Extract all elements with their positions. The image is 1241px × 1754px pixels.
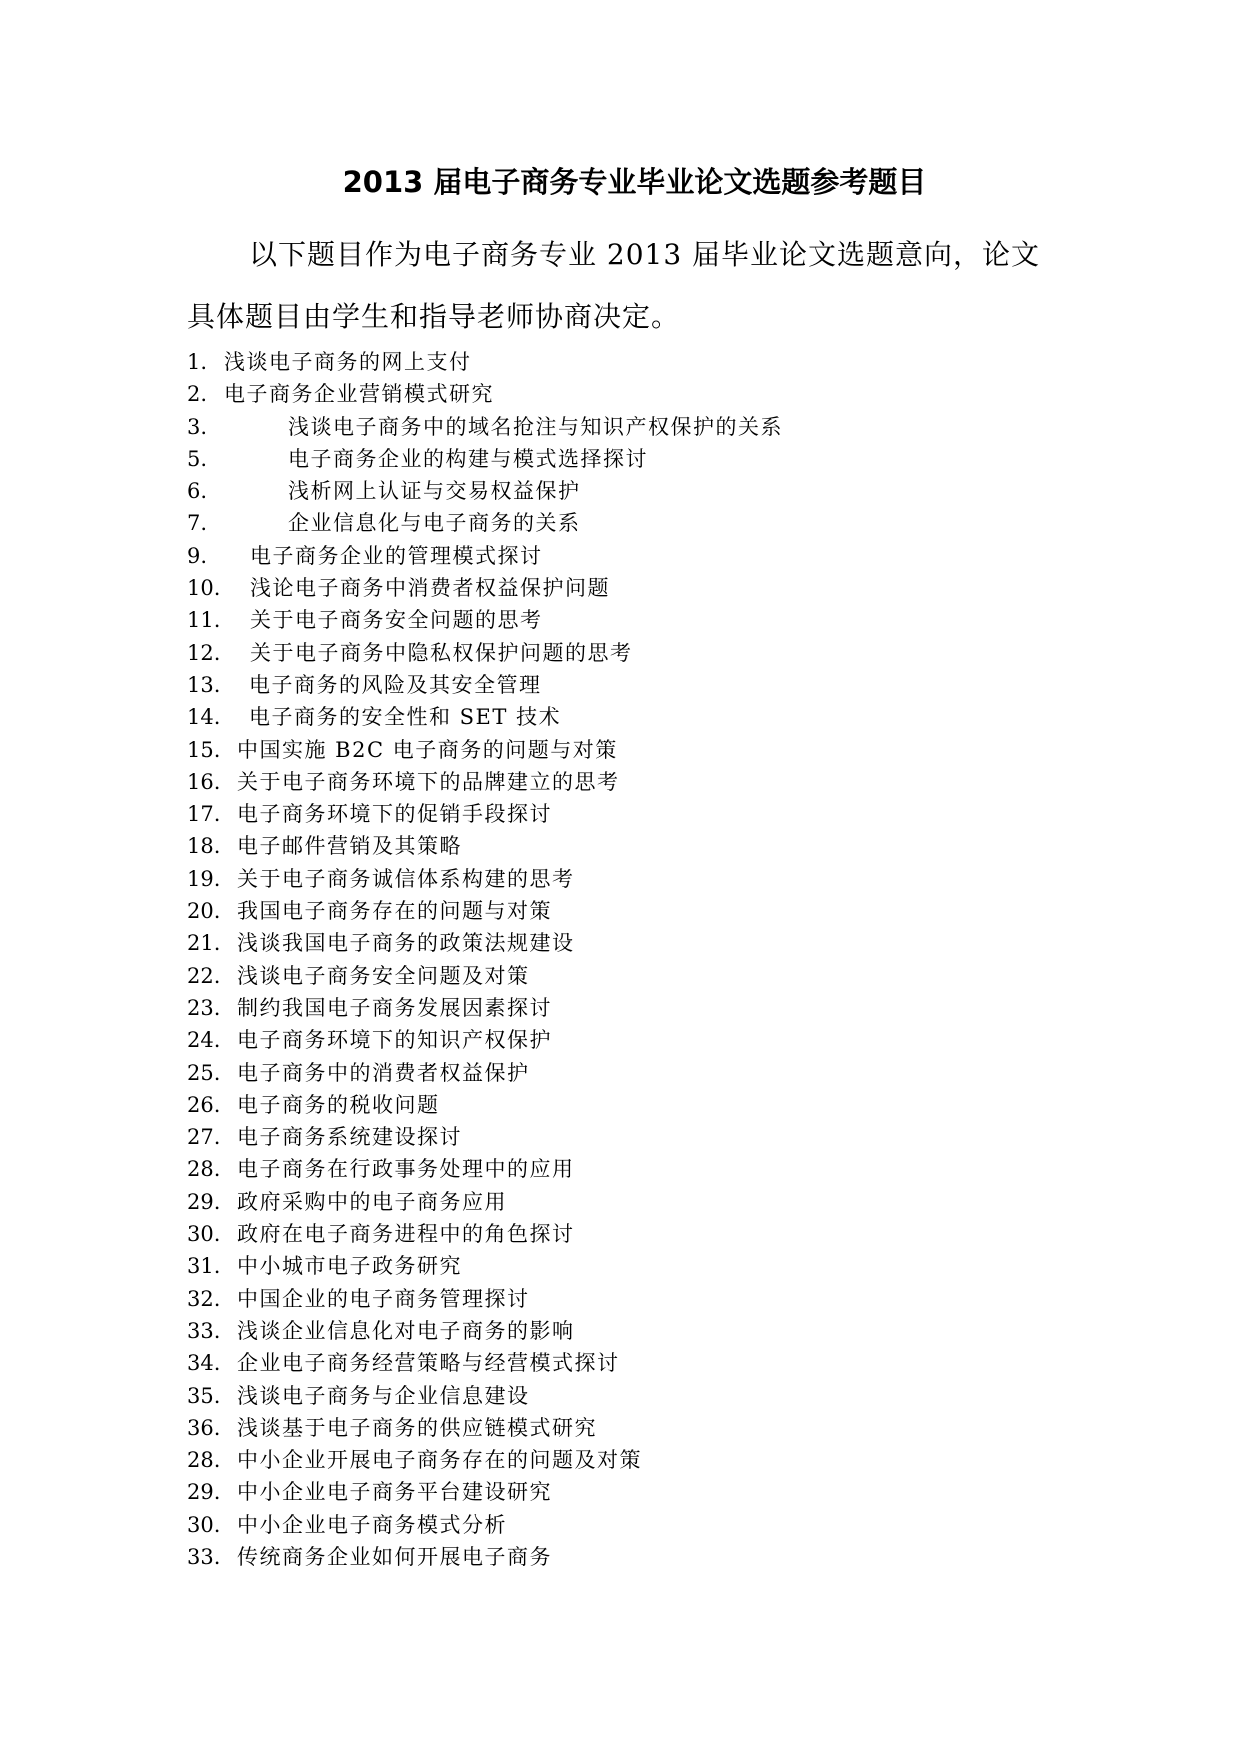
topic-item — [187, 540, 1087, 572]
topic-number: 5. — [187, 446, 208, 471]
topic-title: 中小城市电子政务研究 — [237, 1254, 462, 1279]
topic-item — [187, 766, 1087, 798]
topic-number: 16. — [187, 769, 221, 794]
topic-number: 26. — [187, 1092, 221, 1117]
topic-title: 电子商务的安全性和 SET 技术 — [249, 705, 562, 730]
topic-item — [187, 507, 1087, 539]
topic-item — [187, 572, 1087, 604]
topic-title: 电子邮件营销及其策略 — [237, 834, 462, 859]
topic-number: 11. — [187, 608, 221, 633]
topic-number: 33. — [187, 1318, 221, 1343]
topic-title: 电子商务企业的管理模式探讨 — [250, 543, 543, 568]
topic-title: 浅谈基于电子商务的供应链模式研究 — [237, 1415, 597, 1440]
topic-item — [187, 1541, 1087, 1573]
topic-number: 21. — [187, 931, 221, 956]
topic-number: 29. — [187, 1189, 221, 1214]
topic-title: 中小企业开展电子商务存在的问题及对策 — [237, 1448, 642, 1473]
topic-item — [187, 1444, 1087, 1476]
topic-item — [187, 1250, 1087, 1282]
topic-number: 2. — [187, 382, 208, 407]
document-title: 2013 届电子商务专业毕业论文选题参考题目 — [342, 165, 927, 199]
topic-title: 浅谈企业信息化对电子商务的影响 — [237, 1318, 575, 1343]
intro-paragraph: 以下题目作为电子商务专业 2013 届毕业论文选题意向，论文具体题目由学生和指导老师协商决定。 — [187, 238, 1041, 333]
topic-item — [187, 1057, 1087, 1089]
topic-title: 电子商务系统建设探讨 — [237, 1125, 462, 1150]
topic-number: 33. — [187, 1544, 221, 1569]
topic-item — [187, 1089, 1087, 1121]
topic-title: 制约我国电子商务发展因素探讨 — [237, 995, 552, 1020]
topic-title: 政府在电子商务进程中的角色探讨 — [237, 1222, 575, 1247]
topic-item — [187, 992, 1087, 1024]
topic-title: 政府采购中的电子商务应用 — [237, 1189, 507, 1214]
topic-title: 电子商务的税收问题 — [237, 1092, 440, 1117]
topic-title: 中国实施 B2C 电子商务的问题与对策 — [237, 737, 618, 762]
topic-title: 企业信息化与电子商务的关系 — [288, 511, 581, 536]
topic-number: 6. — [187, 479, 208, 504]
topic-number: 34. — [187, 1351, 221, 1376]
topic-number: 7. — [187, 511, 208, 536]
topic-item — [187, 346, 1087, 378]
topic-item — [187, 798, 1087, 830]
topic-item — [187, 830, 1087, 862]
topic-number: 20. — [187, 899, 221, 924]
topic-title: 我国电子商务存在的问题与对策 — [237, 899, 552, 924]
topic-item — [187, 411, 1087, 443]
topic-item — [187, 701, 1087, 733]
topic-number: 14. — [187, 705, 221, 730]
topic-title: 电子商务环境下的促销手段探讨 — [237, 802, 552, 827]
topic-number: 17. — [187, 802, 221, 827]
topic-item — [187, 1283, 1087, 1315]
topic-number: 30. — [187, 1222, 221, 1247]
topic-number: 3. — [187, 414, 208, 439]
topic-number: 13. — [187, 672, 221, 697]
topic-item — [187, 669, 1087, 701]
topic-number: 32. — [187, 1286, 221, 1311]
topic-number: 24. — [187, 1028, 221, 1053]
topic-list — [187, 346, 1087, 1573]
topic-number: 23. — [187, 995, 221, 1020]
topic-title: 电子商务企业营销模式研究 — [224, 382, 494, 407]
topic-number: 29. — [187, 1480, 221, 1505]
topic-item — [187, 960, 1087, 992]
topic-item — [187, 637, 1087, 669]
topic-title: 企业电子商务经营策略与经营模式探讨 — [237, 1351, 620, 1376]
topic-title: 关于电子商务环境下的品牌建立的思考 — [237, 769, 620, 794]
topic-number: 12. — [187, 640, 221, 665]
topic-item — [187, 1412, 1087, 1444]
topic-title: 电子商务中的消费者权益保护 — [237, 1060, 530, 1085]
topic-item — [187, 895, 1087, 927]
topic-title: 电子商务企业的构建与模式选择探讨 — [288, 446, 648, 471]
topic-number: 15. — [187, 737, 221, 762]
topic-number: 18. — [187, 834, 221, 859]
topic-item — [187, 1218, 1087, 1250]
topic-title: 电子商务的风险及其安全管理 — [249, 672, 542, 697]
topic-item — [187, 863, 1087, 895]
topic-number: 36. — [187, 1415, 221, 1440]
topic-title: 电子商务在行政事务处理中的应用 — [237, 1157, 575, 1182]
topic-title: 关于电子商务中隐私权保护问题的思考 — [250, 640, 633, 665]
topic-item — [187, 1476, 1087, 1508]
topic-number: 10. — [187, 576, 221, 601]
topic-number: 28. — [187, 1448, 221, 1473]
topic-item — [187, 734, 1087, 766]
topic-item — [187, 1024, 1087, 1056]
topic-title: 浅谈电子商务的网上支付 — [224, 350, 472, 374]
topic-item — [187, 475, 1087, 507]
topic-title: 浅谈电子商务中的域名抢注与知识产权保护的关系 — [288, 414, 783, 439]
topic-number: 25. — [187, 1060, 221, 1085]
topic-title: 电子商务环境下的知识产权保护 — [237, 1028, 552, 1053]
topic-item — [187, 1509, 1087, 1541]
topic-number: 22. — [187, 963, 221, 988]
topic-item — [187, 1315, 1087, 1347]
topic-title: 关于电子商务诚信体系构建的思考 — [237, 866, 575, 891]
topic-number: 19. — [187, 866, 221, 891]
topic-item — [187, 927, 1087, 959]
topic-title: 浅谈电子商务安全问题及对策 — [237, 963, 530, 988]
topic-item — [187, 1380, 1087, 1412]
topic-item — [187, 1186, 1087, 1218]
topic-title: 中国企业的电子商务管理探讨 — [237, 1286, 530, 1311]
topic-title: 浅论电子商务中消费者权益保护问题 — [250, 576, 610, 601]
topic-number: 31. — [187, 1254, 221, 1279]
topic-item — [187, 1153, 1087, 1185]
topic-item — [187, 443, 1087, 475]
topic-title: 传统商务企业如何开展电子商务 — [237, 1544, 552, 1569]
topic-title: 浅析网上认证与交易权益保护 — [288, 479, 581, 504]
topic-number: 1. — [187, 350, 208, 374]
topic-number: 27. — [187, 1125, 221, 1150]
topic-number: 9. — [187, 543, 208, 568]
topic-number: 28. — [187, 1157, 221, 1182]
topic-title: 浅谈电子商务与企业信息建设 — [237, 1383, 530, 1408]
topic-item — [187, 1121, 1087, 1153]
topic-title: 关于电子商务安全问题的思考 — [250, 608, 543, 633]
topic-item — [187, 1347, 1087, 1379]
topic-title: 浅谈我国电子商务的政策法规建设 — [237, 931, 575, 956]
topic-item — [187, 378, 1087, 410]
topic-number: 30. — [187, 1512, 221, 1537]
topic-item — [187, 604, 1087, 636]
topic-number: 35. — [187, 1383, 221, 1408]
topic-title: 中小企业电子商务平台建设研究 — [237, 1480, 552, 1505]
topic-title: 中小企业电子商务模式分析 — [237, 1512, 507, 1537]
